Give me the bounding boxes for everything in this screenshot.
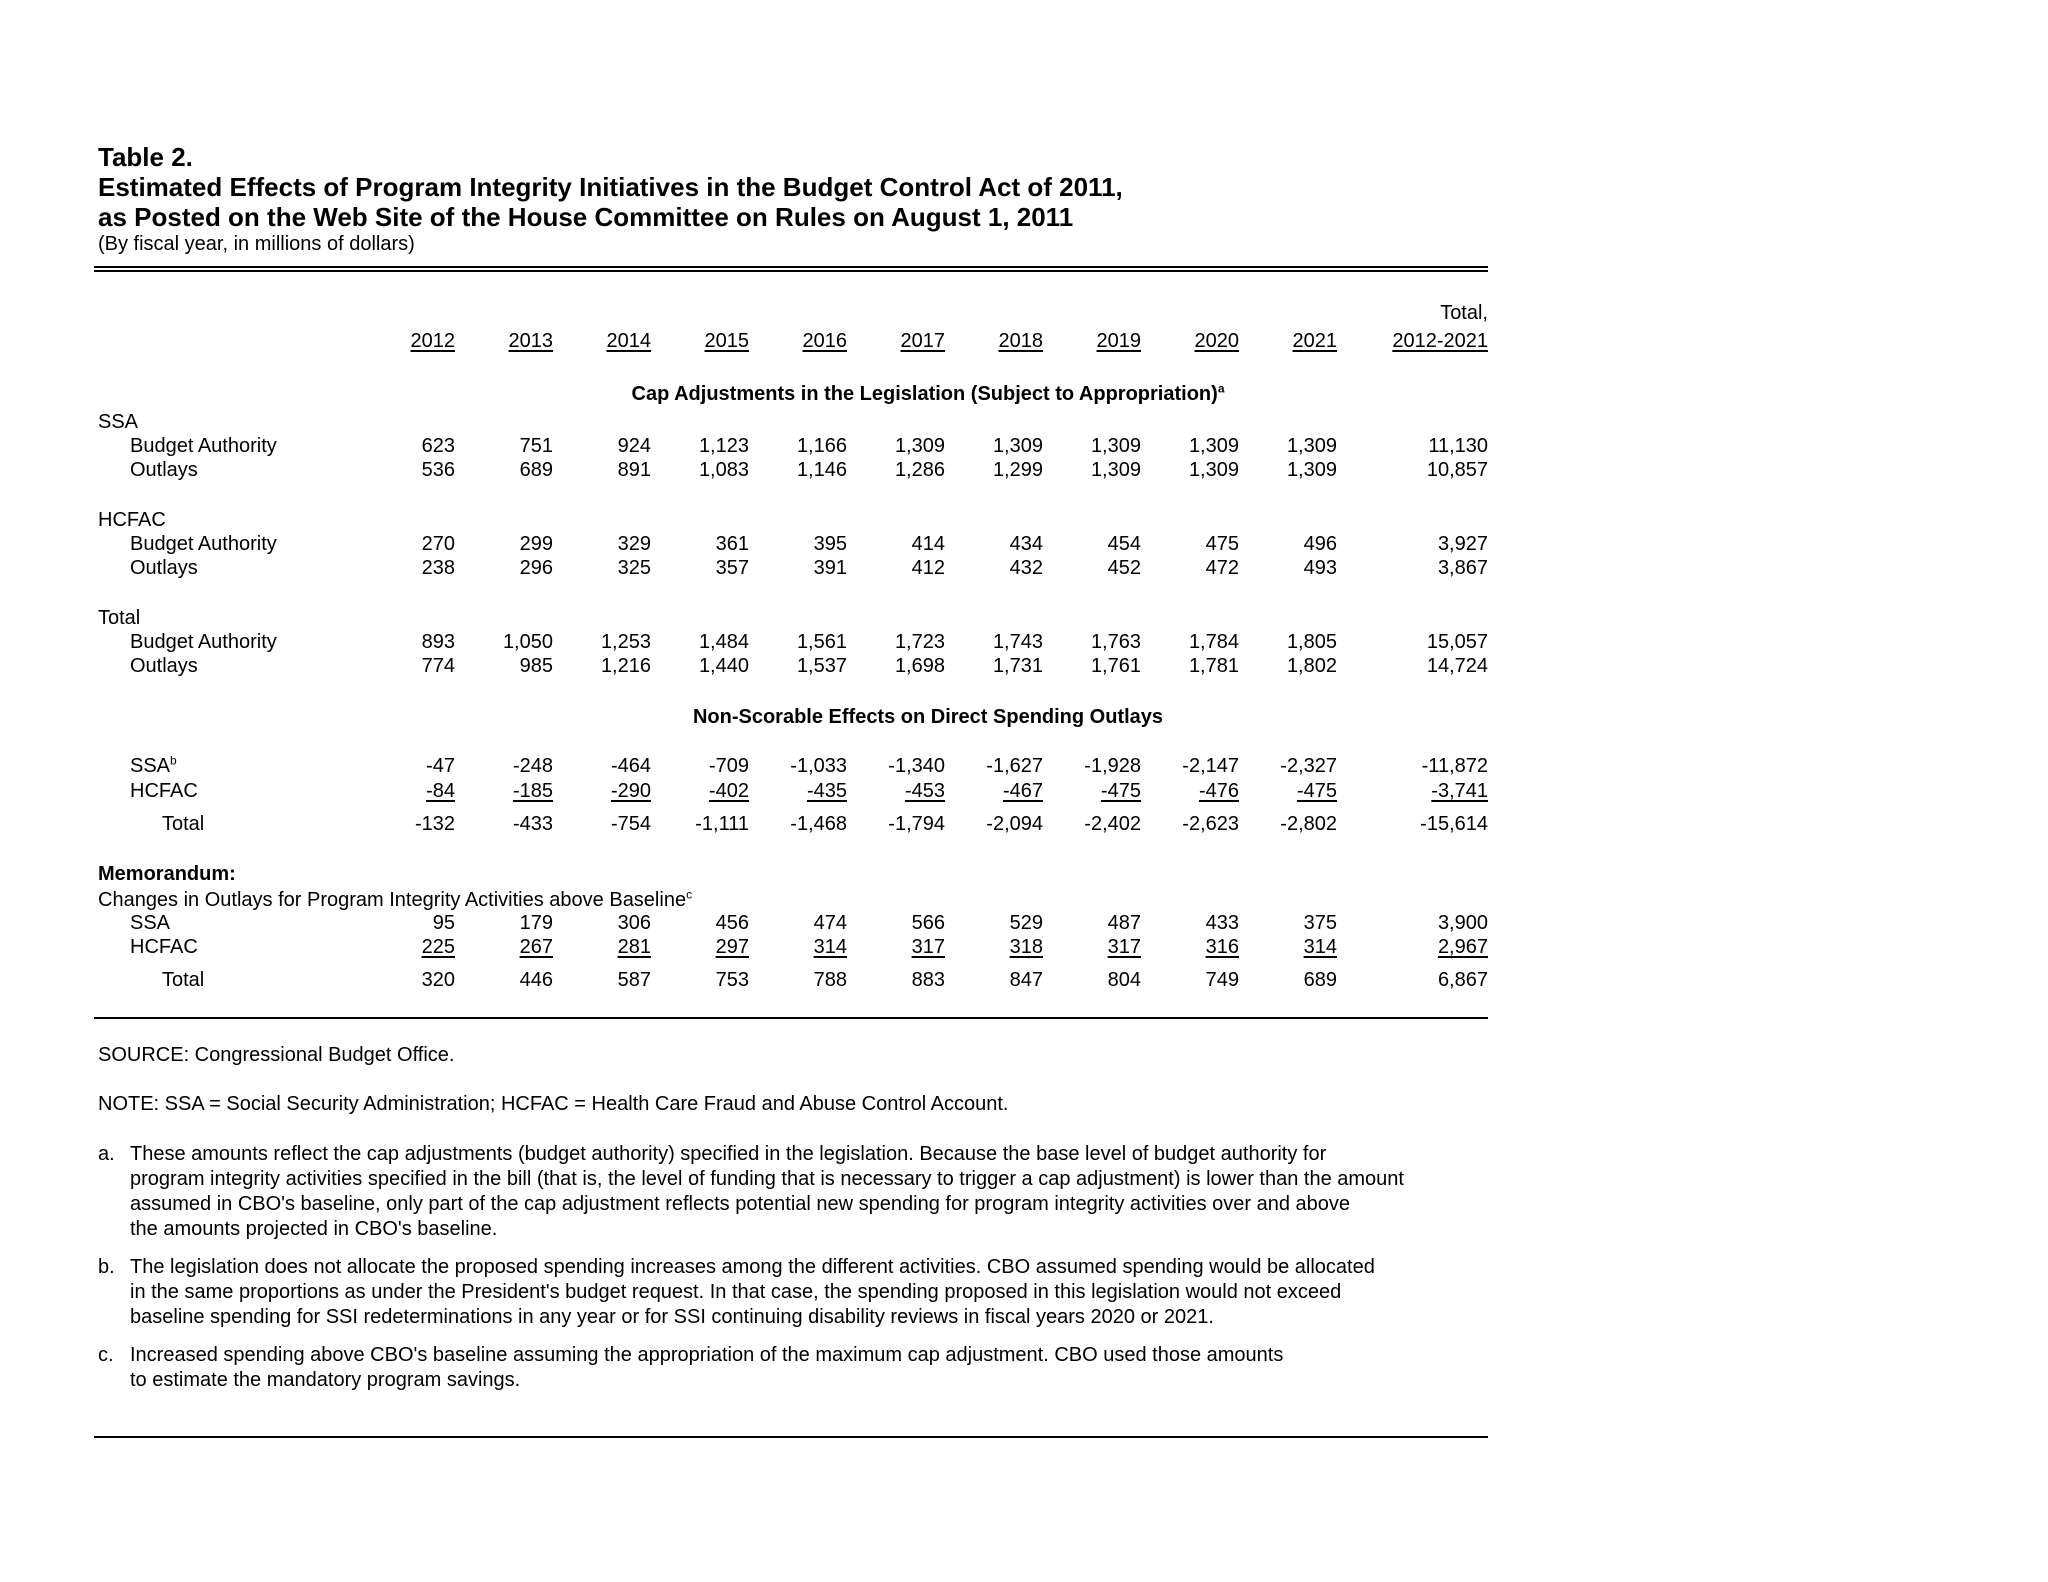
table-cell: 296	[519, 557, 553, 579]
memorandum-title: Memorandum:	[98, 863, 236, 885]
table-cell: 446	[519, 969, 553, 991]
table-cell: 891	[617, 459, 651, 481]
table-label: Table 2.	[98, 142, 193, 172]
table-cell: 774	[421, 655, 455, 677]
row-label: Budget Authority	[130, 533, 277, 555]
table-cell: 751	[519, 435, 553, 457]
table-cell: 496	[1303, 533, 1337, 555]
table-cell: 883	[911, 969, 945, 991]
group-total-label: Total	[98, 607, 141, 629]
column-header-year: 2015	[704, 330, 749, 352]
footnote-line: to estimate the mandatory program savings.	[130, 1369, 521, 1391]
table-cell: 1,309	[894, 435, 945, 457]
top-rule-double	[94, 270, 1488, 272]
table-cell: 270	[421, 533, 455, 555]
table-cell: 1,299	[992, 459, 1043, 481]
footnote-line: assumed in CBO's baseline, only part of the cap adjustment reflects potential new spending for program integrity activities over and above	[130, 1193, 1351, 1215]
footnote-marker: c.	[98, 1344, 114, 1366]
total-cell: 14,724	[1426, 655, 1488, 677]
footnote-text	[130, 1343, 1530, 1393]
total-cell: -11,872	[1421, 755, 1488, 777]
table-cell: 566	[911, 912, 945, 934]
table-cell: 391	[813, 557, 847, 579]
table-cell: 1,146	[796, 459, 847, 481]
table-cell: 1,484	[698, 631, 749, 653]
table-cell: 329	[617, 533, 651, 555]
table-cell: 487	[1107, 912, 1141, 934]
table-cell: 375	[1303, 912, 1337, 934]
table-cell: 1,123	[698, 435, 749, 457]
table-cell: -1,928	[1084, 755, 1141, 777]
table-cell: 317	[911, 936, 945, 958]
total-cell: 3,900	[1437, 912, 1488, 934]
table-cell: -248	[512, 755, 553, 777]
table-cell: -476	[1198, 780, 1239, 802]
table-cell: -1,627	[986, 755, 1043, 777]
column-header-year: 2018	[998, 330, 1043, 352]
footnote-text	[130, 1255, 1530, 1330]
table-cell: -132	[414, 813, 455, 835]
table-cell: -2,623	[1182, 813, 1239, 835]
table-cell: 474	[813, 912, 847, 934]
table-cell: 1,309	[1090, 435, 1141, 457]
footnote-marker: b.	[98, 1256, 115, 1278]
row-label: Budget Authority	[130, 435, 277, 457]
table-cell: 749	[1205, 969, 1239, 991]
table-cell: 297	[715, 936, 749, 958]
table-cell: 788	[813, 969, 847, 991]
table-title-line1: Estimated Effects of Program Integrity Initiatives in the Budget Control Act of 2011,	[98, 172, 1123, 202]
table-cell: 753	[715, 969, 749, 991]
table-cell: -435	[806, 780, 847, 802]
table-cell: 1,763	[1090, 631, 1141, 653]
table-cell: 587	[617, 969, 651, 991]
table-cell: 325	[617, 557, 651, 579]
units-note: (By fiscal year, in millions of dollars)	[98, 233, 415, 255]
table-cell: -47	[426, 755, 455, 777]
table-cell: 306	[617, 912, 651, 934]
total-cell: 10,857	[1426, 459, 1488, 481]
table-cell: 320	[421, 969, 455, 991]
table-cell: -2,327	[1280, 755, 1337, 777]
table-cell: 1,309	[1090, 459, 1141, 481]
table-cell: 281	[617, 936, 651, 958]
footnote-text	[130, 1142, 1530, 1242]
table-cell: 1,743	[992, 631, 1043, 653]
total-cell: 11,130	[1428, 435, 1488, 457]
row-label: Outlays	[130, 557, 198, 579]
table-cell: -475	[1100, 780, 1141, 802]
top-rule	[94, 266, 1488, 268]
row-label-hcfac: HCFAC	[130, 780, 198, 802]
source-note: SOURCE: Congressional Budget Office.	[98, 1044, 455, 1066]
row-label: Outlays	[130, 459, 198, 481]
table-cell: -290	[610, 780, 651, 802]
column-header-year: 2021	[1292, 330, 1337, 352]
table-cell: 299	[519, 533, 553, 555]
table-cell: 1,761	[1090, 655, 1141, 677]
table-cell: -2,094	[986, 813, 1043, 835]
table-cell: 924	[617, 435, 651, 457]
table-cell: 1,309	[1286, 459, 1337, 481]
table-cell: 1,166	[796, 435, 847, 457]
table-cell: -1,794	[888, 813, 945, 835]
table-cell: 1,083	[698, 459, 749, 481]
table-cell: 472	[1205, 557, 1239, 579]
table-cell: 893	[421, 631, 455, 653]
table-cell: -453	[904, 780, 945, 802]
table-cell: 225	[421, 936, 455, 958]
column-header-year: 2016	[802, 330, 847, 352]
row-label-hcfac: HCFAC	[130, 936, 198, 958]
table-cell: 1,784	[1188, 631, 1239, 653]
column-header-year: 2019	[1096, 330, 1141, 352]
page-bottom-rule	[94, 1436, 1488, 1438]
row-label: Budget Authority	[130, 631, 277, 653]
table-cell: 689	[1303, 969, 1337, 991]
table-cell: 985	[519, 655, 553, 677]
total-column-header-line2: 2012-2021	[1392, 330, 1488, 352]
column-header-year: 2020	[1194, 330, 1239, 352]
total-cell: 2,967	[1437, 936, 1488, 958]
row-label-total: Total	[162, 813, 205, 835]
table-cell: -2,402	[1084, 813, 1141, 835]
table-cell: 414	[911, 533, 945, 555]
row-label-ssa: SSA	[130, 912, 171, 934]
footnote-line: the amounts projected in CBO's baseline.	[130, 1218, 498, 1240]
table-cell: 361	[715, 533, 749, 555]
table-cell: 475	[1205, 533, 1239, 555]
table-cell: 95	[432, 912, 455, 934]
table-cell: 314	[813, 936, 847, 958]
table-cell: 433	[1205, 912, 1239, 934]
table-cell: 317	[1107, 936, 1141, 958]
table-cell: -1,340	[888, 755, 945, 777]
table-cell: 452	[1107, 557, 1141, 579]
table-cell: -1,111	[695, 813, 749, 835]
table-cell: 1,440	[698, 655, 749, 677]
table-cell: 267	[519, 936, 553, 958]
table-cell: -475	[1296, 780, 1337, 802]
table-cell: -709	[708, 755, 749, 777]
table-cell: -467	[1002, 780, 1043, 802]
table-cell: -464	[610, 755, 651, 777]
total-cell: 3,867	[1437, 557, 1488, 579]
row-label-ssa: SSA$^b$	[130, 753, 177, 777]
table-cell: 1,802	[1286, 655, 1337, 677]
table-cell: -185	[512, 780, 553, 802]
table-cell: 314	[1303, 936, 1337, 958]
column-header-year: 2017	[900, 330, 945, 352]
table-cell: 1,286	[894, 459, 945, 481]
table-cell: 804	[1107, 969, 1141, 991]
table-cell: 395	[813, 533, 847, 555]
section-cap-adjustments-title: Cap Adjustments in the Legislation (Subject to Appropriation)$^a$	[631, 381, 1225, 405]
table-cell: 1,050	[502, 631, 553, 653]
table-cell: 1,309	[1286, 435, 1337, 457]
table-cell: 412	[911, 557, 945, 579]
footnote-line: The legislation does not allocate the proposed spending increases among the different activities. CBO assumed spending would be allocated	[130, 1256, 1375, 1278]
footnote-line: Increased spending above CBO's baseline assuming the appropriation of the maximum cap adjustment. CBO used those amounts	[130, 1344, 1284, 1366]
table-cell: -433	[512, 813, 553, 835]
total-cell: 6,867	[1437, 969, 1488, 991]
table-cell: 357	[715, 557, 749, 579]
table-cell: 1,731	[992, 655, 1043, 677]
table-cell: 1,216	[600, 655, 651, 677]
row-label-total: Total	[162, 969, 205, 991]
table-cell: -84	[426, 780, 455, 802]
table-cell: 454	[1107, 533, 1141, 555]
total-cell: -15,614	[1420, 813, 1488, 835]
column-header-year: 2014	[606, 330, 651, 352]
footnote-line: in the same proportions as under the President's budget request. In that case, the spending proposed in this legislation would not exceed	[130, 1281, 1342, 1303]
table-cell: 434	[1009, 533, 1043, 555]
memorandum-subtitle: Changes in Outlays for Program Integrity Activities above Baseline$^c$	[98, 887, 693, 911]
table-cell: 316	[1205, 936, 1239, 958]
table-cell: 1,723	[894, 631, 945, 653]
column-header-year: 2013	[508, 330, 553, 352]
general-note: NOTE: SSA = Social Security Administration; HCFAC = Health Care Fraud and Abuse Control Account.	[98, 1093, 1009, 1115]
footnote-marker: a.	[98, 1143, 115, 1165]
table-cell: 623	[421, 435, 455, 457]
footnote-line: program integrity activities specified in the bill (that is, the level of funding that is necessary to trigger a cap adjustment) is lower than the amount	[130, 1168, 1404, 1190]
table-cell: -2,802	[1280, 813, 1337, 835]
table-cell: 1,561	[796, 631, 847, 653]
table-cell: 456	[715, 912, 749, 934]
table-cell: 529	[1009, 912, 1043, 934]
section-non-scorable-title: Non-Scorable Effects on Direct Spending Outlays	[692, 706, 1164, 728]
table-cell: 238	[421, 557, 455, 579]
table-cell: -1,468	[790, 813, 847, 835]
table-cell: -2,147	[1182, 755, 1239, 777]
total-cell: -3,741	[1431, 780, 1488, 802]
table-cell: 1,698	[894, 655, 945, 677]
footnote-line: These amounts reflect the cap adjustments (budget authority) specified in the legislation. Because the base level of budget authority for	[130, 1143, 1327, 1165]
footnote-line: baseline spending for SSI redeterminations in any year or for SSI continuing disability reviews in fiscal years 2020 or 2021.	[130, 1306, 1214, 1328]
row-label: Outlays	[130, 655, 198, 677]
table-title-line2: as Posted on the Web Site of the House Committee on Rules on August 1, 2011	[98, 202, 1074, 232]
table-cell: 179	[519, 912, 553, 934]
table-cell: 1,309	[1188, 435, 1239, 457]
table-cell: 432	[1009, 557, 1043, 579]
table-cell: -402	[708, 780, 749, 802]
table-cell: -1,033	[790, 755, 847, 777]
total-cell: 3,927	[1437, 533, 1488, 555]
table-cell: 536	[421, 459, 455, 481]
bottom-table-rule	[94, 1017, 1488, 1019]
table-cell: 1,781	[1188, 655, 1239, 677]
table-cell: 847	[1009, 969, 1043, 991]
table-cell: 493	[1303, 557, 1337, 579]
table-cell: 689	[519, 459, 553, 481]
total-column-header-line1: Total,	[1440, 302, 1488, 324]
total-cell: 15,057	[1426, 631, 1488, 653]
table-cell: 318	[1009, 936, 1043, 958]
column-header-year: 2012	[410, 330, 455, 352]
table-cell: 1,805	[1286, 631, 1337, 653]
table-cell: 1,253	[600, 631, 651, 653]
group-ssa-label: SSA	[98, 411, 139, 433]
table-cell: 1,309	[992, 435, 1043, 457]
table-cell: 1,309	[1188, 459, 1239, 481]
table-cell: -754	[610, 813, 651, 835]
group-hcfac-label: HCFAC	[98, 509, 166, 531]
table-cell: 1,537	[796, 655, 847, 677]
